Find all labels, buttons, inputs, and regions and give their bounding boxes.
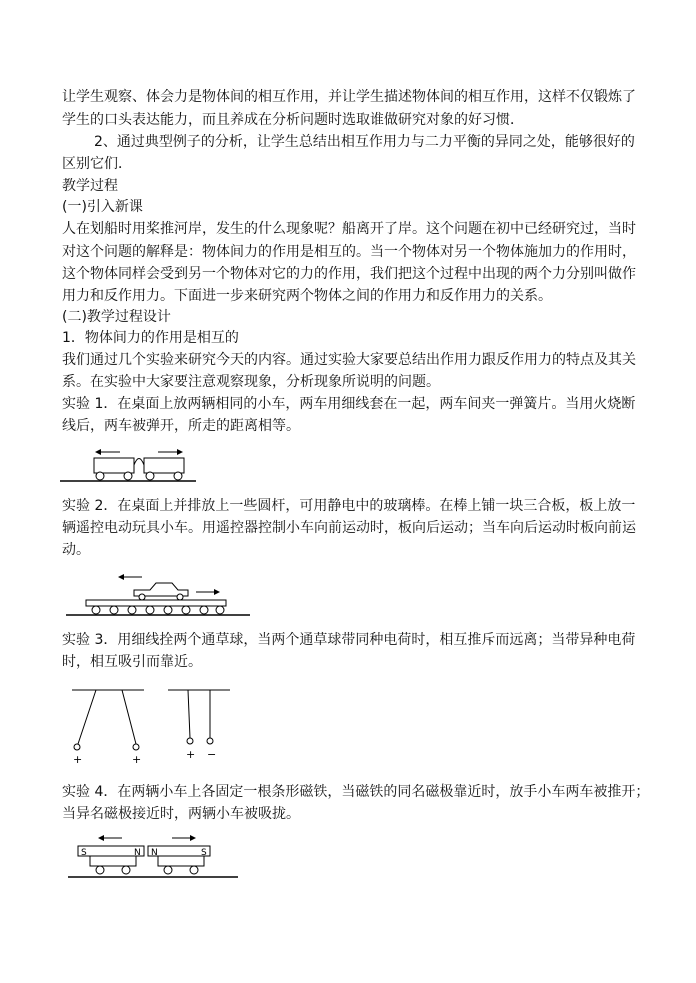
section-heading: (二)教学过程设计	[62, 309, 171, 325]
section-heading: (一)引入新课	[62, 199, 143, 215]
text-line: 这个物体同样会受到另一个物体对它的力的作用，我们把这个过程中出现的两个力分别叫做作	[62, 266, 636, 282]
text-line: 用力和反作用力。下面进一步来研究两个物体之间的作用力和反作用力的关系。	[62, 288, 552, 304]
text-line: 让学生观察、体会力是物体间的相互作用，并让学生描述物体间的相互作用，这样不仅锻炼了	[62, 89, 636, 105]
figure-magnet-carts	[66, 830, 242, 882]
text-line: 对这个问题的解释是：物体间力的作用是相互的。当一个物体对另一个物体施加力的作用时，	[62, 244, 636, 260]
text-line: 实验 4．在两辆小车上各固定一根条形磁铁，当磁铁的同名磁极靠近时，放手小车两车被推开；	[62, 784, 650, 800]
charge-label: +	[186, 748, 196, 761]
text-line: 学生的口头表达能力，而且养成在分析问题时选取谁做研究对象的好习惯．	[62, 112, 524, 128]
text-line: 时，相互吸引而靠近。	[62, 654, 202, 670]
text-line: 线后，两车被弹开，所走的距离相等。	[62, 418, 300, 434]
text-line: 动。	[62, 542, 90, 558]
text-line: 实验 3．用细线拴两个通草球，当两个通草球带同种电荷时，相互推斥而远离；当带异种电荷	[62, 632, 636, 648]
text-line: 2、通过典型例子的分析，让学生总结出相互作用力与二力平衡的异同之处，能够很好的	[94, 134, 635, 150]
magnet-pole-label: S	[201, 848, 207, 858]
figure-two-carts	[60, 444, 200, 494]
text-line: 我们通过几个实验来研究今天的内容。通过实验大家要总结出作用力跟反作用力的特点及其关	[62, 352, 636, 368]
charge-label: +	[73, 753, 83, 766]
text-line: 辆遥控电动玩具小车。用遥控器控制小车向前运动时，板向后运动；当车向后运动时板向前运	[62, 520, 636, 536]
magnet-pole-label: N	[134, 848, 141, 858]
magnet-pole-label: N	[151, 848, 158, 858]
figure-pith-balls	[68, 684, 238, 768]
text-line: 系。在实验中大家要注意观察现象，分析现象所说明的问题。	[62, 374, 440, 390]
charge-label: +	[132, 753, 142, 766]
text-line: 当异名磁极接近时，两辆小车被吸拢。	[62, 806, 300, 822]
charge-label: −	[207, 748, 217, 761]
text-line: 实验 1．在桌面上放两辆相同的小车，两车用细线套在一起，两车间夹一弹簧片。当用火烧断	[62, 396, 636, 412]
figure-car-on-board	[64, 568, 254, 620]
text-line: 人在划船时用桨推河岸，发生的什么现象呢？船离开了岸。这个问题在初中已经研究过，当时	[62, 221, 636, 237]
text-line: 实验 2．在桌面上并排放上一些圆杆，可用静电中的玻璃棒。在棒上铺一块三合板，板上放一	[62, 498, 636, 514]
magnet-pole-label: S	[81, 848, 87, 858]
section-heading: 1．物体间力的作用是相互的	[62, 330, 239, 346]
section-heading: 教学过程	[62, 178, 118, 194]
text-line: 区别它们．	[62, 156, 132, 172]
